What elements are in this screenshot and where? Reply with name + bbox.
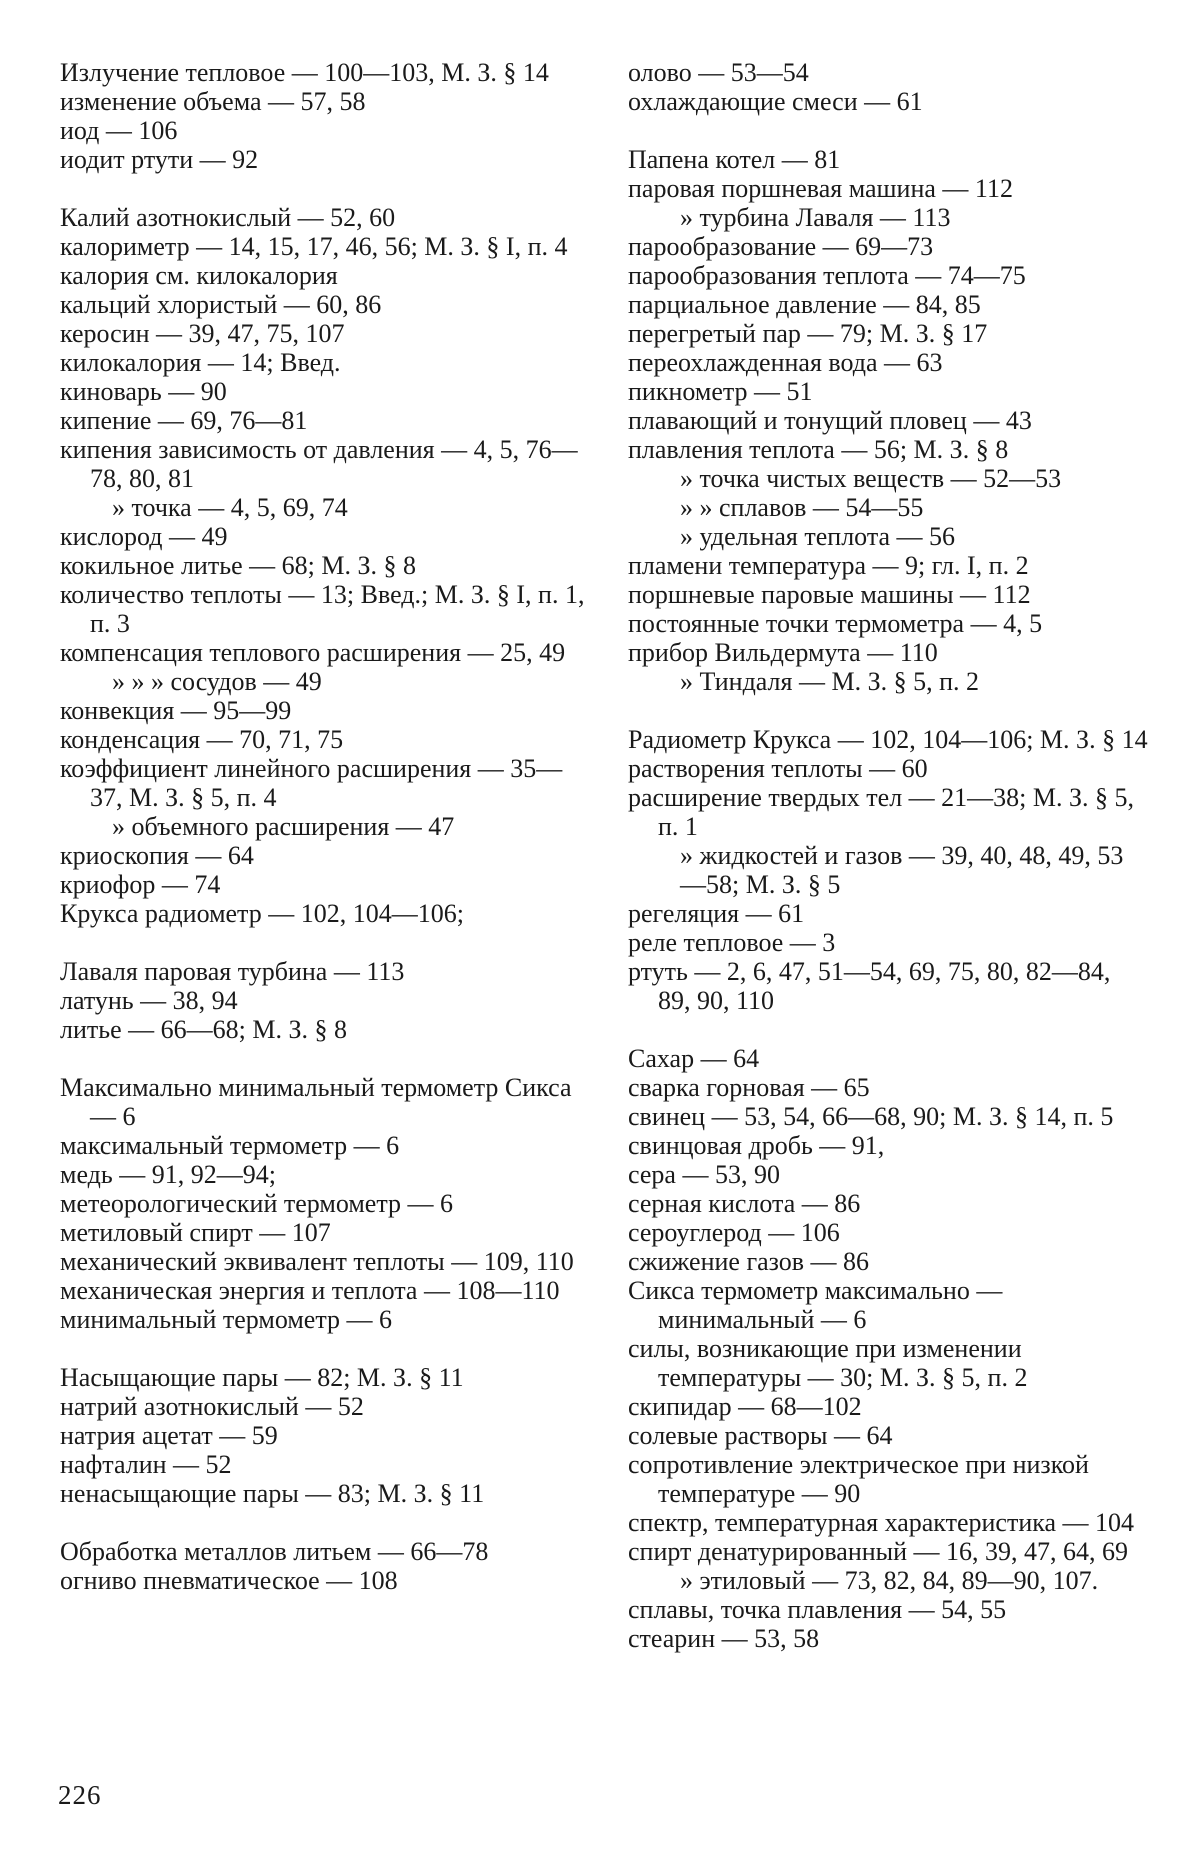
index-entry: натрия ацетат — 59 [60, 1421, 278, 1450]
index-entry: керосин — 39, 47, 75, 107 [60, 319, 345, 348]
index-entry: латунь — 38, 94 [60, 986, 238, 1015]
index-entry: растворения теплоты — 60 [628, 754, 928, 783]
index-subentry: » точка чистых веществ — 52—53 [680, 464, 1062, 493]
index-entry: прибор Вильдермута — 110 [628, 638, 938, 667]
index-entry: постоянные точки термометра — 4, 5 [628, 609, 1043, 638]
index-entry: сероуглерод — 106 [628, 1218, 840, 1247]
index-entry: скипидар — 68—102 [628, 1392, 862, 1421]
index-entry: перегретый пар — 79; М. З. § 17 [628, 319, 988, 348]
index-entry: серная кислота — 86 [628, 1189, 861, 1218]
index-entry: калория см. килокалория [60, 261, 338, 290]
index-subentry: » » сплавов — 54—55 [680, 493, 924, 522]
index-entry: кислород — 49 [60, 522, 228, 551]
page-number: 226 [58, 1780, 102, 1810]
index-entry: спектр, температурная характеристика — 104 [628, 1508, 1135, 1537]
index-entry: криофор — 74 [60, 870, 221, 899]
index-entry: ртуть — 2, 6, 47, 51—54, 69, 75, 80, 82—84, 89, 90, 110 [628, 957, 1111, 1015]
index-entry: плавления теплота — 56; М. З. § 8 [628, 435, 1009, 464]
index-entry: киноварь — 90 [60, 377, 227, 406]
index-entry: кальций хлористый — 60, 86 [60, 290, 382, 319]
index-entry: натрий азотнокислый — 52 [60, 1392, 364, 1421]
index-entry: метеорологический термометр — 6 [60, 1189, 454, 1218]
index-entry: Насыщающие пары — 82; М. З. § 11 [60, 1363, 464, 1392]
index-entry: сплавы, точка плавления — 54, 55 [628, 1595, 1007, 1624]
index-entry: компенсация теплового расширения — 25, 49 [60, 638, 566, 667]
index-entry: нафталин — 52 [60, 1450, 232, 1479]
index-entry: сжижение газов — 86 [628, 1247, 870, 1276]
index-subentry: » » » сосудов — 49 [112, 667, 322, 696]
index-entry: конденсация — 70, 71, 75 [60, 725, 344, 754]
index-entry: максимальный термометр — 6 [60, 1131, 400, 1160]
index-subentry: » объемного расширения — 47 [112, 812, 455, 841]
index-entry: Сикса термометр максимально — минимальный — 6 [628, 1276, 1003, 1334]
index-entry: парциальное давление — 84, 85 [628, 290, 981, 319]
index-entry: количество теплоты — 13; Введ.; М. З. § I, п. 1, п. 3 [60, 580, 585, 638]
index-entry: литье — 66—68; М. З. § 8 [60, 1015, 348, 1044]
index-entry: регеляция — 61 [628, 899, 805, 928]
index-entry: реле тепловое — 3 [628, 928, 836, 957]
index-subentry: » Тиндаля — М. З. § 5, п. 2 [680, 667, 980, 696]
index-entry: переохлажденная вода — 63 [628, 348, 943, 377]
index-entry: Излучение тепловое — 100—103, М. З. § 14 [60, 58, 549, 87]
index-subentry: » жидкостей и газов — 39, 40, 48, 49, 53—58; М. З. § 5 [680, 841, 1124, 899]
index-entry: свинцовая дробь — 91, [628, 1131, 885, 1160]
index-entry: паровая поршневая машина — 112 [628, 174, 1013, 203]
index-subentry: » турбина Лаваля — 113 [680, 203, 951, 232]
index-entry: пламени температура — 9; гл. I, п. 2 [628, 551, 1029, 580]
index-entry: коэффициент линейного расширения — 35—37, М. З. § 5, п. 4 [60, 754, 563, 812]
index-entry: парообразования теплота — 74—75 [628, 261, 1026, 290]
index-entry: изменение объема — 57, 58 [60, 87, 366, 116]
index-subentry: » точка — 4, 5, 69, 74 [112, 493, 348, 522]
index-entry: кипения зависимость от давления — 4, 5, 76—78, 80, 81 [60, 435, 578, 493]
index-entry: расширение твердых тел — 21—38; М. З. § 5, п. 1 [628, 783, 1135, 841]
index-entry: олово — 53—54 [628, 58, 809, 87]
index-entry: парообразование — 69—73 [628, 232, 934, 261]
index-entry: метиловый спирт — 107 [60, 1218, 331, 1247]
index-entry: Радиометр Крукса — 102, 104—106; М. З. § 14 [628, 725, 1148, 754]
index-column-right [628, 58, 1148, 1653]
index-entry: стеарин — 53, 58 [628, 1624, 820, 1653]
index-column-left [60, 58, 586, 1595]
index-entry: Крукса радиометр — 102, 104—106; [60, 899, 464, 928]
index-entry: Калий азотнокислый — 52, 60 [60, 203, 396, 232]
index-entry: Папена котел — 81 [628, 145, 841, 174]
index-entry: медь — 91, 92—94; [60, 1160, 276, 1189]
index-entry: иодит ртути — 92 [60, 145, 259, 174]
index-entry: криоскопия — 64 [60, 841, 254, 870]
index-entry: сопротивление электрическое при низкой температуре — 90 [628, 1450, 1089, 1508]
index-entry: солевые растворы — 64 [628, 1421, 893, 1450]
index-entry: спирт денатурированный — 16, 39, 47, 64, 69 [628, 1537, 1129, 1566]
index-entry: охлаждающие смеси — 61 [628, 87, 923, 116]
index-entry: сера — 53, 90 [628, 1160, 780, 1189]
index-entry: сварка горновая — 65 [628, 1073, 870, 1102]
index-entry: калориметр — 14, 15, 17, 46, 56; М. З. § I, п. 4 [60, 232, 568, 261]
index-entry: плавающий и тонущий пловец — 43 [628, 406, 1032, 435]
index-entry: свинец — 53, 54, 66—68, 90; М. З. § 14, п. 5 [628, 1102, 1114, 1131]
index-entry: килокалория — 14; Введ. [60, 348, 341, 377]
index-entry: механический эквивалент теплоты — 109, 110 [60, 1247, 574, 1276]
index-entry: огниво пневматическое — 108 [60, 1566, 398, 1595]
index-subentry: » этиловый — 73, 82, 84, 89—90, 107. [680, 1566, 1099, 1595]
index-entry: пикнометр — 51 [628, 377, 813, 406]
index-entry: Максимально минимальный термометр Сикса — 6 [60, 1073, 572, 1131]
index-entry: кокильное литье — 68; М. З. § 8 [60, 551, 416, 580]
index-entry: Лаваля паровая турбина — 113 [60, 957, 405, 986]
index-entry: кипение — 69, 76—81 [60, 406, 308, 435]
index-entry: Обработка металлов литьем — 66—78 [60, 1537, 489, 1566]
index-entry: механическая энергия и теплота — 108—110 [60, 1276, 560, 1305]
index-entry: Сахар — 64 [628, 1044, 760, 1073]
index-entry: иод — 106 [60, 116, 178, 145]
index-subentry: » удельная теплота — 56 [680, 522, 956, 551]
index-entry: силы, возникающие при изменении температуры — 30; М. З. § 5, п. 2 [628, 1334, 1028, 1392]
index-entry: ненасыщающие пары — 83; М. З. § 11 [60, 1479, 485, 1508]
index-entry: поршневые паровые машины — 112 [628, 580, 1031, 609]
index-entry: минимальный термометр — 6 [60, 1305, 393, 1334]
index-entry: конвекция — 95—99 [60, 696, 292, 725]
